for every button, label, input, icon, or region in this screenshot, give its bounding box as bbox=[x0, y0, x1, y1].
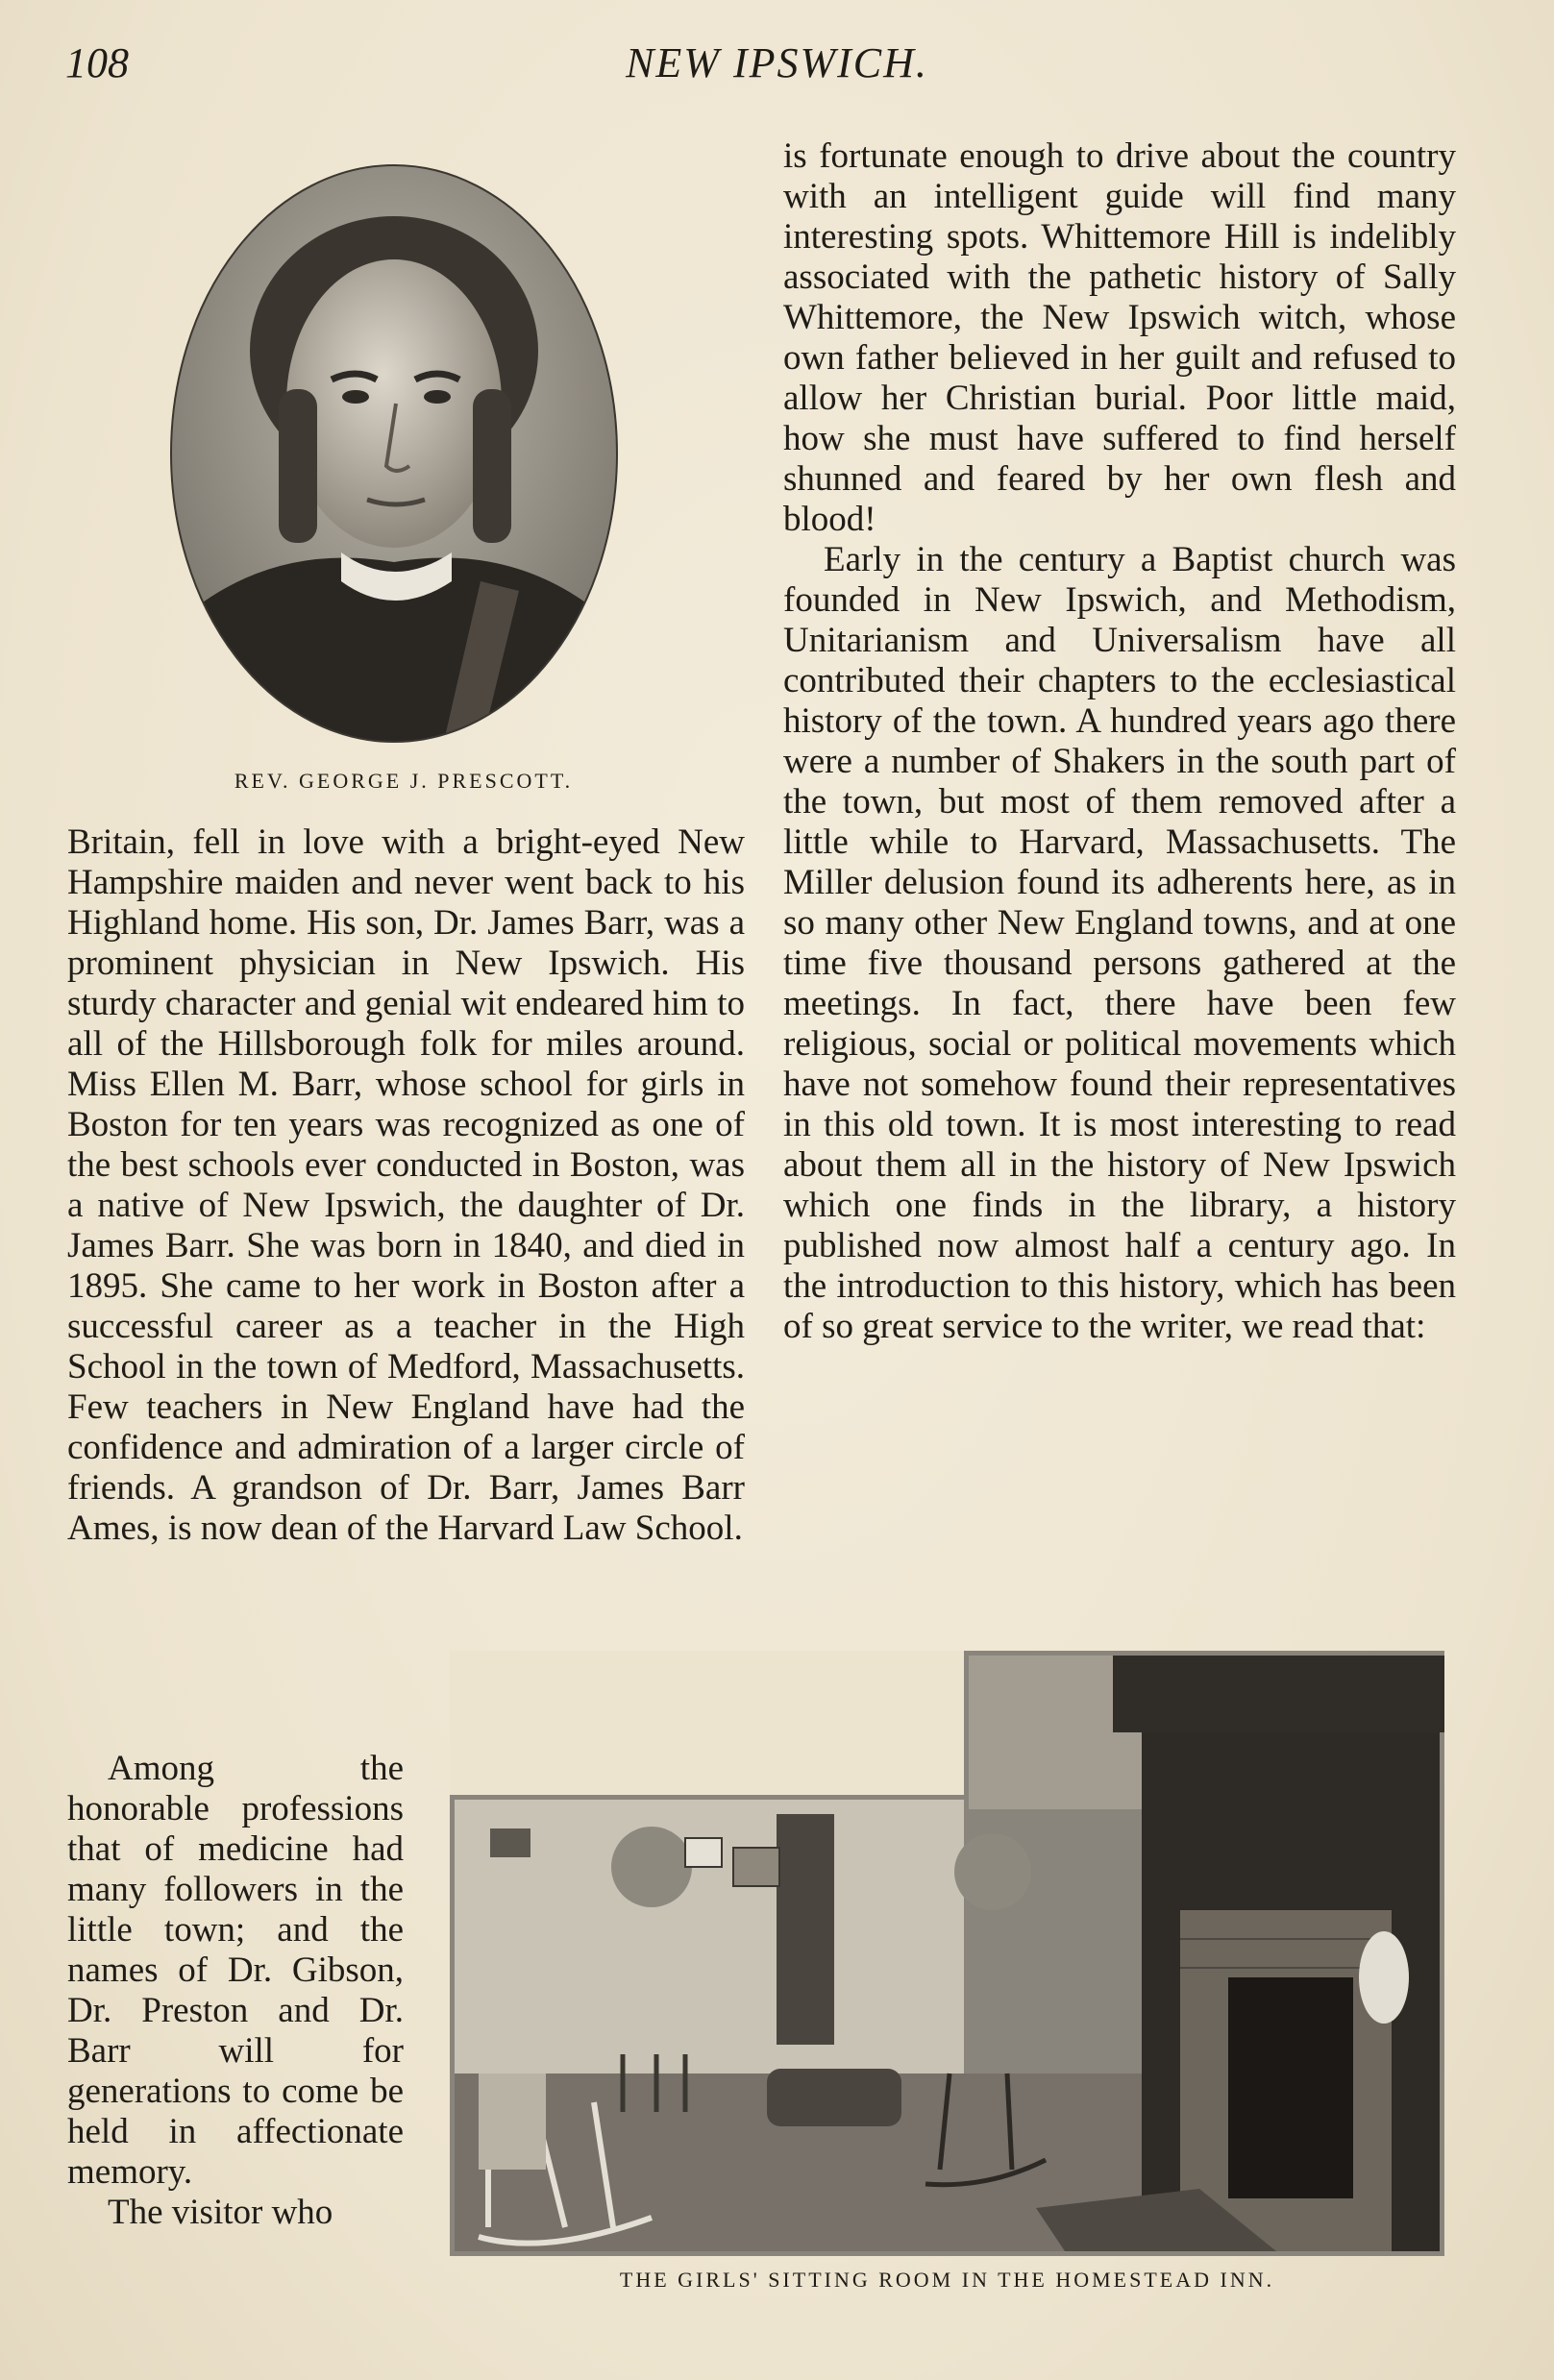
page-header bbox=[58, 38, 1496, 96]
page-number: 108 bbox=[65, 39, 129, 86]
right-paragraph-1: is fortunate enough to drive about the country with an intelligent guide will find many interesting spots. Whittemore Hill is indelibly associated with the pathetic history of Sally Whittemore, the New Ipswich witch, whose own father believed in her guilt and refused to allow her Christian burial. Poor little maid, how she must have suffered to find herself shunned and feared by her own flesh and blood! bbox=[783, 136, 1456, 539]
running-title: NEW IPSWICH. bbox=[626, 39, 928, 86]
left-paragraph-2: Among the honorable professions that of medicine had many followers in the little town; and the names of Dr. Gibson, Dr. Preston and Dr. Barr will for generations to come be held in affectionate memory. bbox=[67, 1749, 404, 2192]
right-column bbox=[783, 136, 1456, 1347]
photo-caption: THE GIRLS' SITTING ROOM IN THE HOMESTEAD INN. bbox=[619, 2268, 1275, 2292]
left-paragraph-3: The visitor who bbox=[108, 2193, 333, 2232]
sitting-room-photo bbox=[450, 1651, 1444, 2256]
portrait-caption: REV. GEORGE J. PRESCOTT. bbox=[234, 769, 574, 793]
left-column bbox=[67, 822, 745, 1549]
left-narrow-column bbox=[67, 1749, 404, 2233]
right-paragraph-2: Early in the century a Baptist church was founded in New Ipswich, and Methodism, Unitarianism and Universalism have all contributed their chapters to the ecclesiastical history of the town. A hundred years ago there were a number of Shakers in the south part of the town, but most of them removed after a little while to Harvard, Massachusetts. The Miller delusion found its adherents here, as in so many other New England towns, and at one time five thousand persons gathered at the meetings. In fact, there have been few religious, social or political movements which have not somehow found their representatives in this old town. It is most interesting to read about them all in the history of New Ipswich which one finds in the library, a history published now almost half a century ago. In the introduction to this history, which has been of so great service to the writer, we read that: bbox=[783, 540, 1456, 1346]
left-paragraph-1: Britain, fell in love with a bright-eyed New Hampshire maiden and never went back to his Highland home. His son, Dr. James Barr, was a prominent physician in New Ipswich. His sturdy character and genial wit endeared him to all of the Hillsborough folk for miles around. Miss Ellen M. Barr, whose school for girls in Boston for ten years was recognized as one of the best schools ever conducted in Boston, was a native of New Ipswich, the daughter of Dr. James Barr. She was born in 1840, and died in 1895. She came to her work in Boston after a successful career as a teacher in the High School in the town of Medford, Massachusetts. Few teachers in New England have had the confidence and admiration of a larger circle of friends. A grandson of Dr. Barr, James Barr Ames, is now dean of the Harvard Law School. bbox=[67, 822, 745, 1548]
portrait-image bbox=[163, 159, 625, 749]
